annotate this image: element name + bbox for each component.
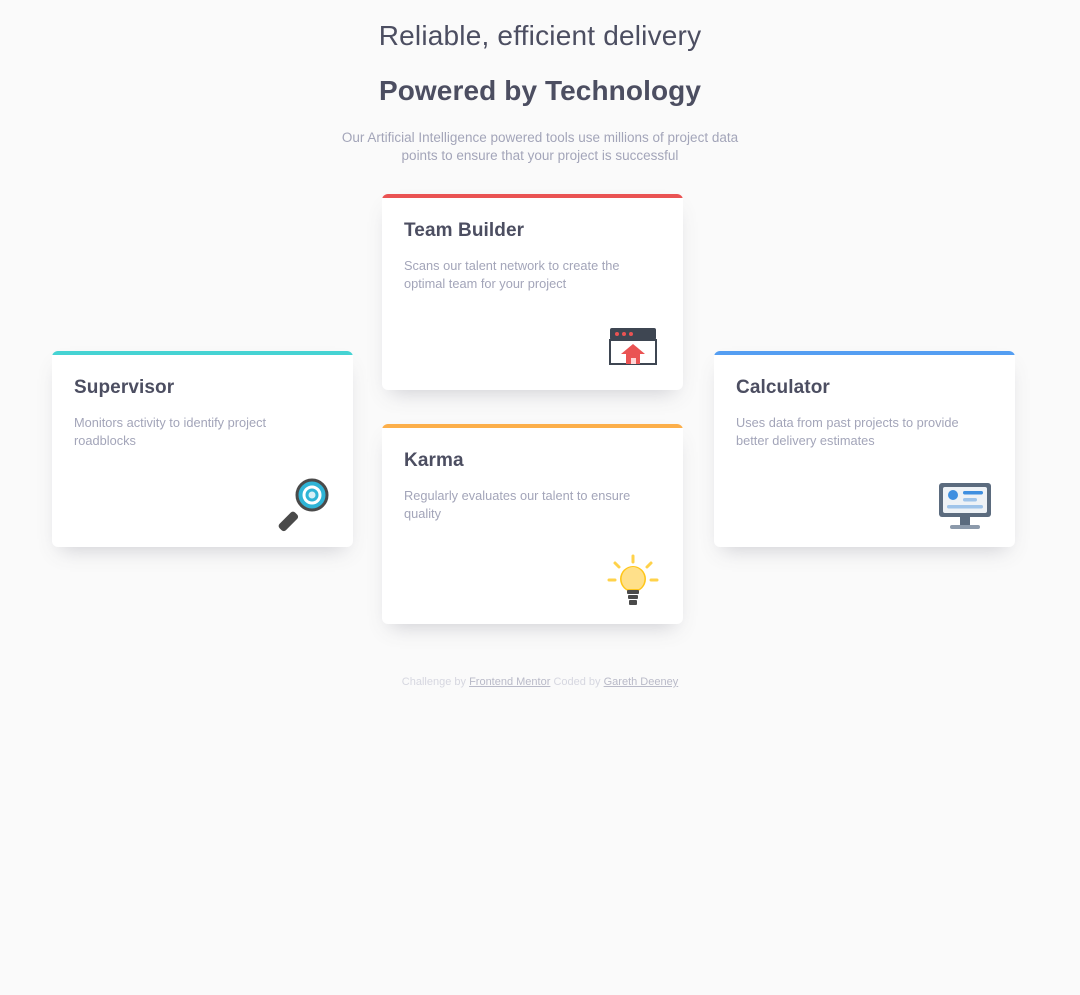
card-description: Regularly evaluates our talent to ensure quality: [404, 488, 631, 521]
monitor-icon: [933, 477, 997, 535]
feature-card-karma[interactable]: [382, 424, 683, 624]
attribution-footer: [0, 676, 1080, 688]
card-body: [52, 355, 353, 547]
lightbulb-icon: [601, 554, 665, 612]
card-title: Supervisor: [74, 377, 175, 398]
card-title: Team Builder: [404, 220, 525, 241]
card-title: Karma: [404, 450, 464, 471]
card-body: [382, 198, 683, 390]
page-title-light: Reliable, efficient delivery: [378, 20, 702, 51]
card-description: Uses data from past projects to provide better delivery estimates: [736, 415, 959, 448]
card-body: [714, 355, 1015, 547]
card-body: [382, 428, 683, 624]
card-description: Monitors activity to identify project roadblocks: [74, 415, 267, 448]
magnifier-icon: [271, 477, 335, 535]
feature-card-calculator[interactable]: [714, 351, 1015, 547]
challenge-prefix: Challenge by: [401, 676, 466, 688]
page-title-bold: Powered by Technology: [378, 75, 702, 106]
page-header: [0, 0, 1080, 165]
card-title: Calculator: [736, 377, 830, 398]
author-link[interactable]: Gareth Deeney: [603, 676, 679, 688]
feature-card-team-builder[interactable]: [382, 194, 683, 390]
coded-prefix: Coded by: [553, 676, 601, 688]
feature-card-supervisor[interactable]: [52, 351, 353, 547]
card-description: Scans our talent network to create the optimal team for your project: [404, 258, 620, 291]
page-subtitle: Our Artificial Intelligence powered tools use millions of project data points to ensure that your project is successful: [341, 130, 739, 163]
browser-window-icon: [601, 320, 665, 378]
frontend-mentor-link[interactable]: Frontend Mentor: [469, 676, 551, 688]
